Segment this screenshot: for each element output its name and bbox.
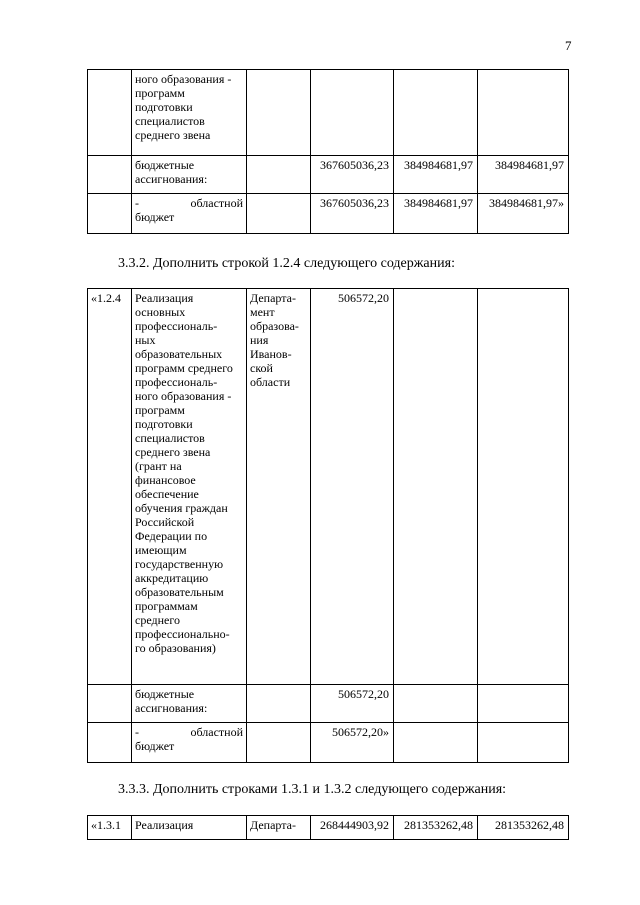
value-cell: [394, 289, 478, 685]
code-cell: «1.3.1: [88, 816, 132, 840]
name-cell: Реализация основных профессиональ- ных образовательных программ среднего профессиональ- ного образования - программ подготовки специалистов среднего звена (грант на финансовое обеспечение обучения граждан Российской Федерации по имеющим государственную аккредитацию образовательным программам среднего профессионально- го образования): [132, 289, 247, 685]
table-row: [88, 816, 569, 840]
value-cell: [478, 723, 569, 763]
name-word: областной: [190, 196, 243, 210]
value-cell: 268444903,92: [311, 816, 394, 840]
code-cell: [88, 156, 132, 194]
executor-cell: [247, 685, 311, 723]
value-cell: 384984681,97: [394, 156, 478, 194]
name-cell: [132, 723, 247, 763]
name-dash: -: [135, 196, 139, 210]
budget-table-1-3-1: [87, 815, 569, 840]
value-cell: [394, 723, 478, 763]
value-cell: 367605036,23: [311, 194, 394, 234]
value-cell: [478, 289, 569, 685]
code-cell: [88, 723, 132, 763]
value-cell: [394, 70, 478, 156]
value-cell: 281353262,48: [478, 816, 569, 840]
table-row: [88, 723, 569, 763]
table-row: [88, 70, 569, 156]
name-cell: ного образования - программ подготовки специалистов среднего звена: [132, 70, 247, 156]
table-row: [88, 685, 569, 723]
table-row: [88, 156, 569, 194]
value-cell: 506572,20: [311, 685, 394, 723]
table-row: [88, 289, 569, 685]
value-cell: 281353262,48: [394, 816, 478, 840]
executor-cell: Департа- мент образова- ния Иванов- ской области: [247, 289, 311, 685]
value-cell: 384984681,97: [478, 156, 569, 194]
executor-cell: [247, 156, 311, 194]
paragraph-3-3-2: 3.3.2. Дополнить строкой 1.2.4 следующего содержания:: [118, 256, 455, 271]
value-cell: 384984681,97: [394, 194, 478, 234]
name-rest: бюджет: [135, 739, 175, 753]
value-cell: 384984681,97»: [478, 194, 569, 234]
paragraph-3-3-3: 3.3.3. Дополнить строками 1.3.1 и 1.3.2 следующего содержания:: [118, 782, 507, 797]
executor-cell: [247, 70, 311, 156]
table-row: [88, 194, 569, 234]
name-cell: [132, 194, 247, 234]
budget-table-1-2-4: [87, 288, 569, 763]
value-cell: 367605036,23: [311, 156, 394, 194]
executor-cell: [247, 723, 311, 763]
code-cell: [88, 70, 132, 156]
page-number: 7: [565, 38, 572, 53]
name-word: областной: [190, 725, 243, 739]
executor-cell: [247, 194, 311, 234]
budget-table-continued: [87, 69, 569, 234]
code-cell: «1.2.4: [88, 289, 132, 685]
code-cell: [88, 194, 132, 234]
value-cell: [478, 685, 569, 723]
name-rest: бюджет: [135, 210, 175, 224]
code-cell: [88, 685, 132, 723]
value-cell: [311, 70, 394, 156]
name-cell: бюджетные ассигнования:: [132, 685, 247, 723]
value-cell: 506572,20: [311, 289, 394, 685]
name-cell: Реализация: [132, 816, 247, 840]
name-cell: бюджетные ассигнования:: [132, 156, 247, 194]
value-cell: 506572,20»: [311, 723, 394, 763]
name-dash: -: [135, 725, 139, 739]
executor-cell: Департа-: [247, 816, 311, 840]
value-cell: [394, 685, 478, 723]
value-cell: [478, 70, 569, 156]
